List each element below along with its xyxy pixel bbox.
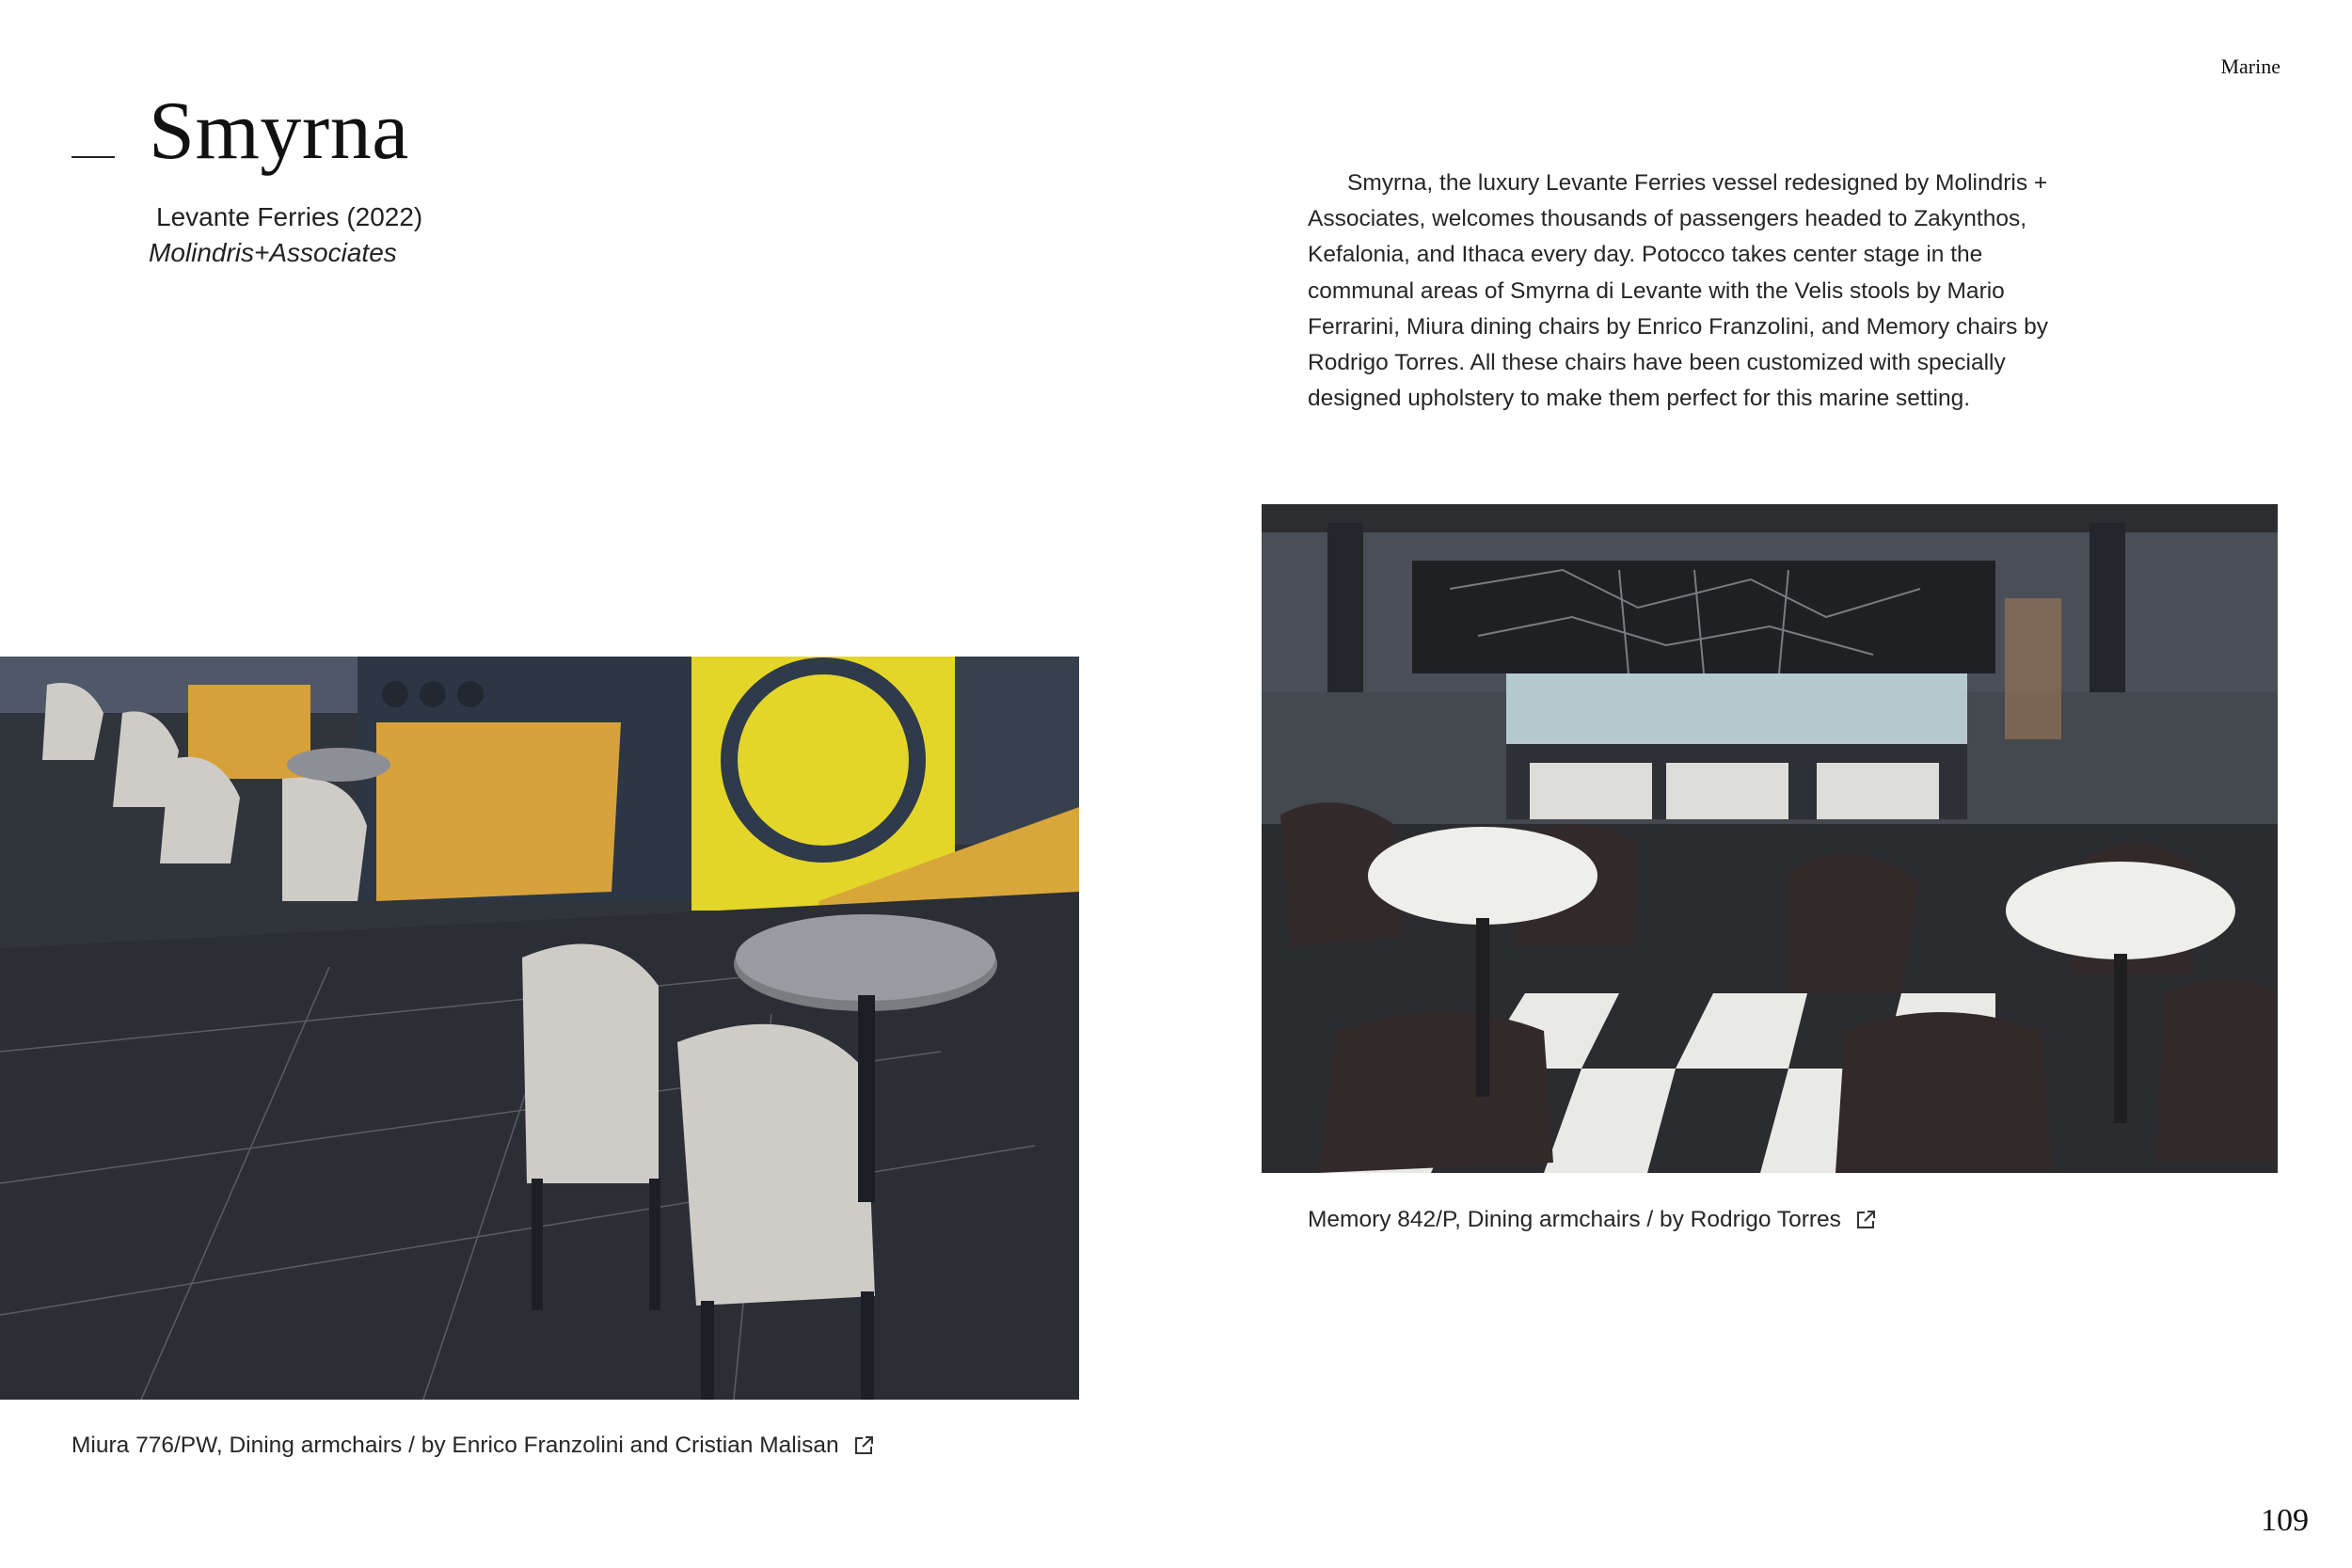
page-number: 109 bbox=[2261, 1503, 2309, 1538]
caption-text: Memory 842/P, Dining armchairs / by Rodrigo Torres bbox=[1308, 1207, 1841, 1232]
external-link-icon[interactable] bbox=[852, 1434, 875, 1457]
project-description: Smyrna, the luxury Levante Ferries vessel redesigned by Molindris + Associates, welcomes thousands of passengers headed to Zakynthos, Kefalonia, and Ithaca every day. Potocco takes center stage in the communal areas of Smyrna di Levante with the Velis stools by Mario Ferrarini, Miura dining chairs by Enrico Franzolini, and Memory chairs by Rodrigo Torres. All these chairs have been customized with specially designed upholstery to make them perfect for this marine setting. bbox=[1308, 170, 2049, 412]
section-label: Marine bbox=[2220, 55, 2280, 78]
caption-memory-chairs bbox=[1308, 1207, 1877, 1233]
project-client-year: Levante Ferries (2022) bbox=[156, 202, 423, 231]
photo-memory-chairs bbox=[1262, 504, 2278, 1173]
title-dash bbox=[72, 156, 115, 158]
caption-miura-chairs bbox=[72, 1433, 875, 1459]
page-title: Smyrna bbox=[149, 86, 409, 177]
external-link-icon[interactable] bbox=[1854, 1209, 1877, 1231]
caption-text: Miura 776/PW, Dining armchairs / by Enrico Franzolini and Cristian Malisan bbox=[72, 1433, 839, 1458]
photo-miura-chairs bbox=[0, 657, 1079, 1400]
project-designer: Molindris+Associates bbox=[149, 238, 397, 267]
